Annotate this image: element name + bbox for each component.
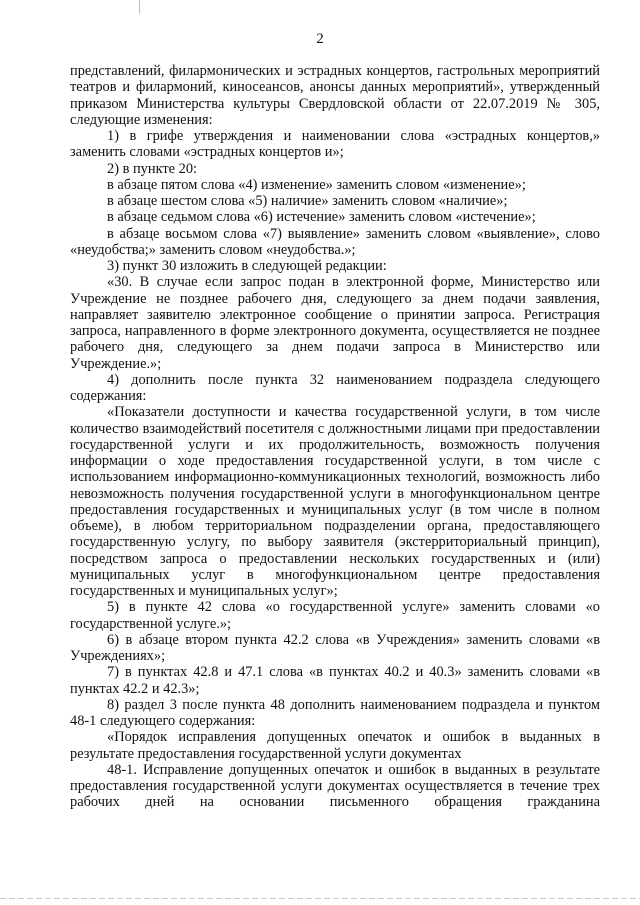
paragraph: 6) в абзаце втором пункта 42.2 слова «в Учреждения» заменить словами «в Учреждениях»; [70,631,600,664]
document-body [70,63,600,811]
paragraph: в абзаце седьмом слова «6) истечение» заменить словом «истечение»; [107,209,536,226]
paragraph: 3) пункт 30 изложить в следующей редакции: [107,258,387,274]
paragraph: 2) в пункте 20: [107,160,198,177]
paragraph: представлений, филармонических и эстрадных концертов, гастрольных мероприятий театров и филармоний, киносеансов, анонсы данных мероприятий», утвержденный приказом Министерства культуры Свердловской области от 22.07.2019 № 305, следующие изменения: [70,63,600,128]
scan-edge-mark [139,0,140,14]
paragraph: в абзаце восьмом слова «7) выявление» заменить словом «выявление», слово «неудобства;» заменить словом «неудобства.»; [70,225,600,258]
paragraph: 7) в пунктах 42.8 и 47.1 слова «в пунктах 40.2 и 40.3» заменить словами «в пунктах 42.2 и 42.3»; [70,664,600,697]
paragraph: 1) в грифе утверждения и наименовании слова «эстрадных концертов,» заменить словами «эстрадных концертов и»; [70,128,600,161]
scan-bottom-edge [0,898,640,899]
paragraph: 5) в пункте 42 слова «о государственной услуге» заменить словами «о государственной услуге.»; [70,599,600,632]
paragraph: «30. В случае если запрос подан в электронной форме, Министерство или Учреждение не позднее рабочего дня, следующего за днем подачи заявления, направляет заявителю электронное сообщение о принятии запроса. Регистрация запроса, направленного в форме электронного документа, осуществляется не позднее рабочего дня, следующего за днем подачи запроса в Министерство или Учреждение.»; [70,274,600,372]
paragraph: «Показатели доступности и качества государственной услуги, в том числе количество взаимодействий посетителя с должностными лицами при предоставлении государственной услуги и их продолжительность, возможность получения информации о ходе предоставления государственной услуги, в том числе с использованием информационно-коммуникационных технологий, возможность либо невозможность получения государственной услуги в многофункциональном центре предоставления государственных и муниципальных услуг (в том числе в полном объеме), в любом территориальном подразделении органа, предоставляющего государственную услугу, по выбору заявителя (экстерриториальный принцип), посредством запроса о предоставлении нескольких государственных и (или) муниципальных услуг в многофункциональном центре предоставления государственных и муниципальных услуг»; [70,404,600,599]
paragraph: «Порядок исправления допущенных опечаток и ошибок в выданных в результате предоставления государственной услуги документах [70,729,600,762]
page-number: 2 [316,31,324,47]
paragraph: 48-1. Исправление допущенных опечаток и ошибок в выданных в результате предоставления государственной услуги документах осуществляется в течение трех рабочих дней на основании письменного обращения гражданина [70,761,600,811]
paragraph: в абзаце шестом слова «5) наличие» заменить словом «наличие»; [107,193,508,209]
paragraph: в абзаце пятом слова «4) изменение» заменить словом «изменение»; [107,176,526,193]
paragraph: 8) раздел 3 после пункта 48 дополнить наименованием подраздела и пунктом 48-1 следующего содержания: [70,696,600,729]
paragraph: 4) дополнить после пункта 32 наименованием подраздела следующего содержания: [70,371,600,404]
